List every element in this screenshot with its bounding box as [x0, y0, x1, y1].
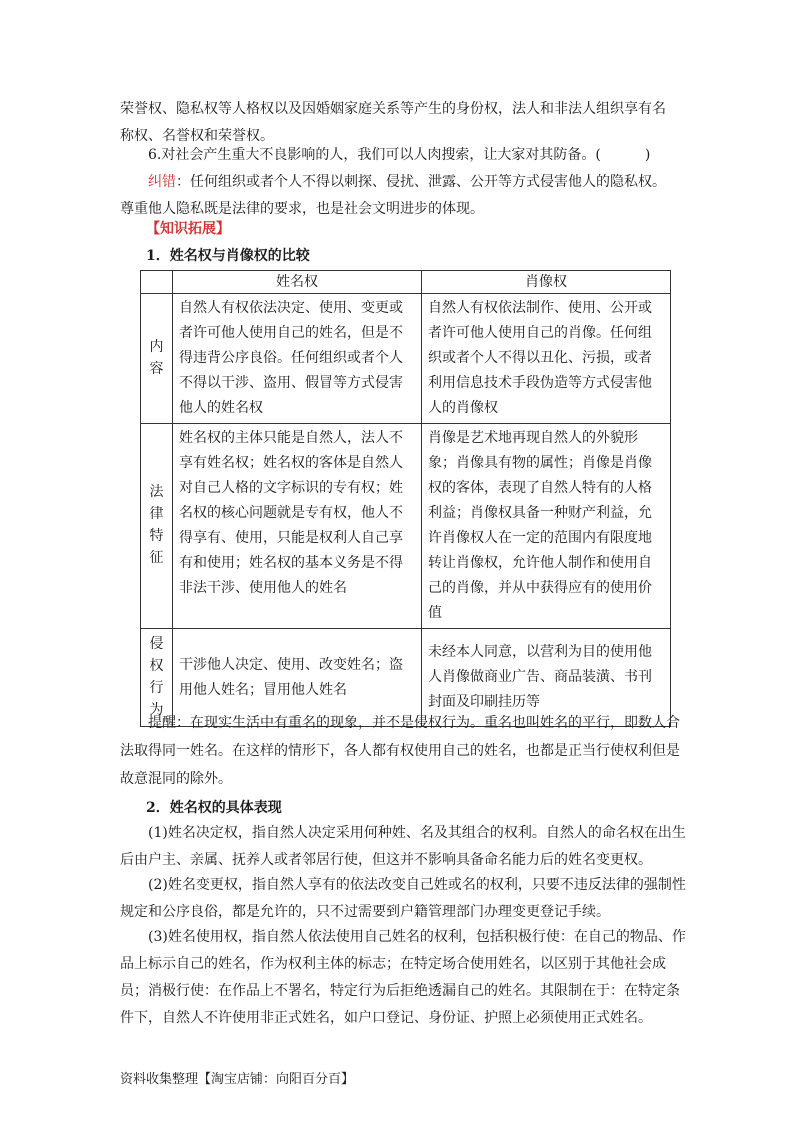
correction-line-1	[120, 169, 686, 196]
reminder-text: ：在现实生活中有重名的现象，并不是侵权行为。重名也叫姓名的平行，即数人合法取得同一姓名。在这样的情形下，各人都有权使用自己的姓名，也都是正当行使权利但是故意混同的除外。	[120, 715, 680, 787]
paragraph-3: (3)姓名使用权，指自然人依法使用自己姓名的权利，包括积极行使：在自己的物品、作品上标示自己的姓名，作为权利主体的标志；在特定场合使用姓名，以区别于其他社会成员；消极行使：在作品上不署名，特定行为后拒绝透漏自己的姓名。其限制在于：在特定条件下，自然人不许使用非正式姓名，如户口登记、身份证、护照上必须使用正式姓名。	[120, 929, 686, 1026]
table-cell: 自然人有权依法制作、使用、公开或者许可他人使用自己的肖像。任何组织或者个人不得以丑化、污损，或者利用信息技术手段伪造等方式侵害他人的肖像权	[422, 294, 671, 424]
table-cell: 未经本人同意，以营利为目的使用他人肖像做商业广告、商品装潢、书刊封面及印刷挂历等	[422, 629, 671, 727]
paragraph-2: (2)姓名变更权，指自然人享有的依法改变自己姓或名的权利，只要不违反法律的强制性规定和公序良俗，都是允许的，只不过需要到户籍管理部门办理变更登记手续。	[120, 877, 686, 920]
column-header-portrait-right: 肖像权	[422, 271, 671, 294]
paragraph-1: (1)姓名决定权，指自然人决定采用何种姓、名及其组合的权利。自然人的命名权在出生后由户主、亲属、抚养人或者邻居行使，但这并不影响具备命名能力后的姓名变更权。	[120, 825, 686, 868]
heading-1: 1．姓名权与肖像权的比较	[146, 248, 310, 264]
footer-note: 资料收集整理【淘宝店铺：向阳百分百】	[120, 1072, 355, 1087]
row-label: 内容	[149, 338, 164, 377]
reminder	[120, 709, 686, 793]
column-header-name-right: 姓名权	[173, 271, 422, 294]
comparison-table	[140, 270, 671, 727]
intro-line-2: 称权、名誉权和荣誉权。	[120, 128, 274, 144]
row-label: 法律特征	[149, 484, 164, 566]
table-row	[141, 294, 671, 424]
section-title: 【知识拓展】	[146, 221, 230, 237]
heading-2: 2．姓名权的具体表现	[146, 800, 282, 816]
table-cell: 肖像是艺术地再现自然人的外貌形象；肖像具有物的属性；肖像是肖像权的客体，表现了自然人特有的人格利益；肖像权具备一种财产利益，允许肖像权人在一定的范围内有限度地转让肖像权，允许他人制作和使用自己的肖像，并从中获得应有的使用价值	[422, 424, 671, 629]
question-6-close: )	[644, 147, 651, 163]
reminder-label: 提醒	[148, 715, 176, 731]
correction-text-1: ：任何组织或者个人不得以刺探、侵扰、泄露、公开等方式侵害他人的隐私权。	[176, 174, 666, 190]
question-6	[120, 142, 686, 169]
table-cell: 干涉他人决定、使用、改变姓名；盗用他人姓名；冒用他人姓名	[173, 629, 422, 727]
correction-label: 纠错	[148, 174, 176, 190]
question-6-text: 6.对社会产生重大不良影响的人，我们可以人肉搜索，让大家对其防备。(	[148, 147, 601, 163]
table-cell: 自然人有权依法决定、使用、变更或者许可他人使用自己的姓名，但是不得违背公序良俗。任何组织或者个人不得以干涉、盗用、假冒等方式侵害他人的姓名权	[173, 294, 422, 424]
intro-line-1: 荣誉权、隐私权等人格权以及因婚姻家庭关系等产生的身份权，法人和非法人组织享有名	[120, 101, 666, 117]
correction-line-2: 尊重他人隐私既是法律的要求，也是社会文明进步的体现。	[120, 201, 484, 217]
table-header-row	[141, 271, 671, 294]
table-row	[141, 424, 671, 629]
row-label: 侵权行为	[149, 635, 164, 718]
table-cell: 姓名权的主体只能是自然人，法人不享有姓名权；姓名权的客体是自然人对自己人格的文字标识的专有权；姓名权的核心问题就是专有权，他人不得享有、使用，只能是权利人自己享有和使用；姓名权的基本义务是不得非法干涉、使用他人的姓名	[173, 424, 422, 629]
